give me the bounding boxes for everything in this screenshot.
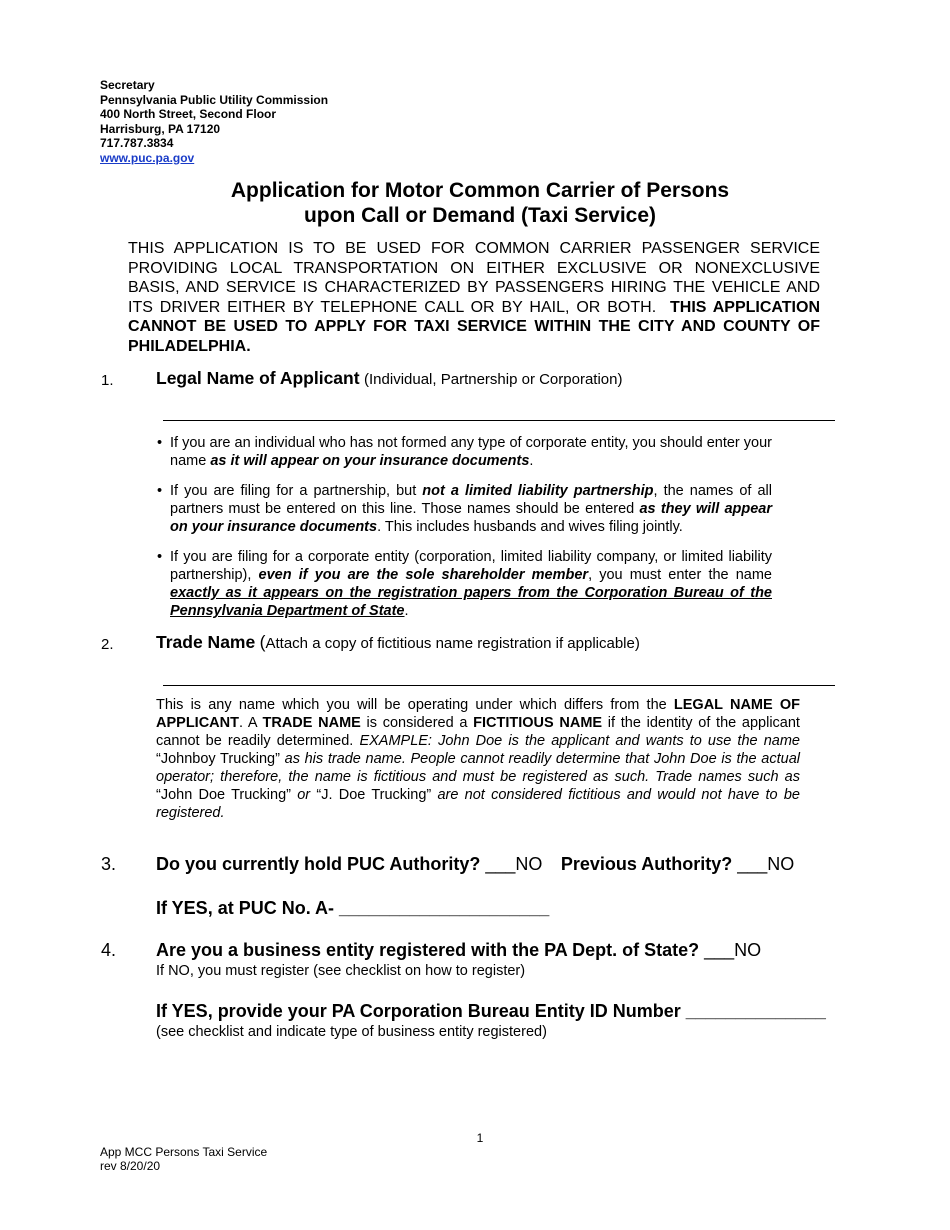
current-authority-label: Do you currently hold PUC Authority? — [156, 854, 481, 874]
legal-name-hint: (Individual, Partnership or Corporation) — [364, 371, 623, 388]
title-line-2: upon Call or Demand (Taxi Service) — [303, 204, 657, 227]
city-state-zip: Harrisburg, PA 17120 — [100, 121, 221, 136]
phone-number: 717.787.3834 — [100, 136, 174, 150]
section-1-heading — [156, 368, 622, 389]
puc-authority-question — [156, 854, 794, 875]
section-2-number: 2. — [101, 636, 114, 653]
title-line-1: Application for Motor Common Carrier of Persons — [230, 179, 730, 202]
entity-type-note: (see checklist and indicate type of business entity registered) — [156, 1024, 547, 1040]
trade-name-input-line[interactable] — [163, 685, 835, 686]
trade-name-explanation: This is any name which you will be operating under which differs from the LEGAL NAME OF APPLICANT. A TRADE NAME is considered a FICTITIOUS NAME if the identity of the applicant cannot be readily determined. EXAMPLE: John Doe is the applicant and wants to use the name “Johnboy Trucking” as his trade name. People cannot readily determine that John Doe is the actual operator; therefore, the name is fictitious and must be registered as such. Trade names such as “John Doe Trucking” or “J. Doe Trucking” are not considered fictitious and would not have to be registered. — [156, 697, 800, 821]
puc-number-field[interactable]: If YES, at PUC No. A- _____________________ — [156, 898, 550, 918]
business-entity-no: NO — [734, 940, 762, 960]
business-entity-question — [156, 940, 761, 961]
document-title — [0, 178, 950, 228]
list-item: • If you are an individual who has not formed any type of corporate entity, you should enter your name as it will appear on your insurance documents. — [156, 434, 772, 470]
business-entity-label: Are you a business entity registered with the PA Dept. of State? — [156, 940, 700, 960]
intro-text: THIS APPLICATION IS TO BE USED FOR COMMON CARRIER PASSENGER SERVICE PROVIDING LOCAL TRANSPORTATION ON EITHER EXCLUSIVE OR NONEXCLUSIVE BASIS, AND SERVICE IS CHARACTERIZED BY PASSENGERS HIRING THE VEHICLE AND ITS DRIVER EITHER BY TELEPHONE CALL OR BY HAIL, OR BOTH. — [128, 240, 820, 316]
current-authority-blank[interactable]: ___ — [480, 854, 516, 874]
section-4-number: 4. — [101, 940, 117, 960]
current-authority-no: NO — [515, 854, 543, 874]
section-3-number: 3. — [101, 854, 117, 874]
list-item: • If you are filing for a corporate entity (corporation, limited liability company, or limited liability partnership), even if you are the sole shareholder member, you must enter the name exactly as it appears on the registration papers from the Corporation Bureau of the Pennsylvania Department of State. — [156, 548, 772, 620]
business-entity-blank[interactable]: ___ — [699, 940, 735, 960]
previous-authority-blank[interactable]: ___ — [732, 854, 768, 874]
legal-name-instructions — [156, 434, 772, 632]
form-name: App MCC Persons Taxi Service — [100, 1145, 268, 1159]
previous-authority-no: NO — [767, 854, 795, 874]
revision-date: rev 8/20/20 — [100, 1159, 161, 1173]
footer-block — [100, 1145, 267, 1173]
street-address: 400 North Street, Second Floor — [100, 107, 277, 121]
trade-name-label: Trade Name — [156, 632, 256, 652]
legal-name-label: Legal Name of Applicant — [156, 368, 360, 388]
agency-address-block — [100, 78, 328, 165]
agency-name: Pennsylvania Public Utility Commission — [100, 92, 329, 107]
website-link[interactable]: www.puc.pa.gov — [100, 150, 195, 165]
intro-warning: THIS APPLICATION CANNOT BE USED TO APPLY FOR TAXI SERVICE WITHIN THE CITY AND COUNTY OF PHILADELPHIA. — [128, 298, 821, 355]
page-number: 1 — [476, 1131, 484, 1145]
list-item: • If you are filing for a partnership, but not a limited liability partnership, the names of all partners must be entered on this line. Those names should be entered as they will appear on your insurance documents. This includes husbands and wives filing jointly. — [156, 482, 772, 536]
intro-paragraph — [128, 239, 820, 356]
legal-name-input-line[interactable] — [163, 420, 835, 421]
section-2-heading: Trade Name (Attach a copy of fictitious name registration if applicable) — [156, 632, 640, 652]
section-1-number: 1. — [101, 372, 114, 389]
previous-authority-label: Previous Authority? — [560, 854, 733, 874]
registration-note: If NO, you must register (see checklist on how to register) — [156, 963, 526, 979]
entity-id-field[interactable]: If YES, provide your PA Corporation Bureau Entity ID Number ______________ — [156, 1001, 826, 1021]
trade-name-hint: Attach a copy of fictitious name registration if applicable) — [265, 635, 640, 652]
secretary-line: Secretary — [100, 78, 155, 92]
